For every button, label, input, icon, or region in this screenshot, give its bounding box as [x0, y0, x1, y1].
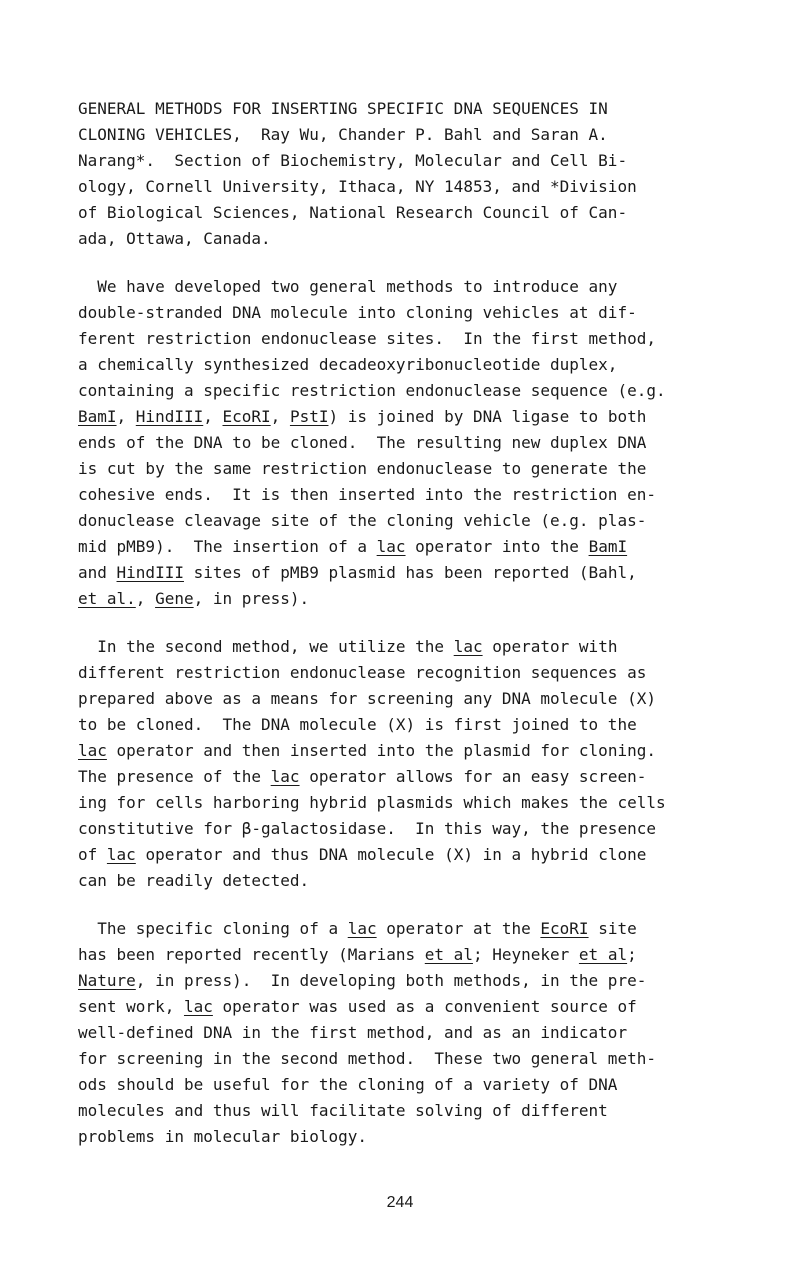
text-segment: ada, Ottawa, Canada.: [78, 229, 271, 248]
text-segment: ology, Cornell University, Ithaca, NY 14853, and *Division: [78, 177, 637, 196]
text-line: [78, 326, 778, 352]
text-segment: donuclease cleavage site of the cloning vehicle (e.g. plas-: [78, 511, 647, 530]
text-segment: operator and thus DNA molecule (X) in a hybrid clone: [135, 845, 647, 864]
paragraphs-container: [78, 96, 778, 1150]
text-line: [78, 1124, 778, 1150]
text-segment: has been reported recently (Marians: [78, 945, 425, 964]
text-line: [78, 660, 778, 686]
text-line: [78, 1098, 778, 1124]
underlined-term: BamI: [588, 537, 628, 556]
text-segment: cohesive ends. It is then inserted into the restriction en-: [78, 485, 656, 504]
text-segment: prepared above as a means for screening any DNA molecule (X): [78, 689, 656, 708]
text-segment: CLONING VEHICLES, Ray Wu, Chander P. Bahl and Saran A.: [78, 125, 608, 144]
text-line: [78, 1072, 778, 1098]
body-paragraph: [78, 274, 778, 612]
underlined-term: lac: [376, 537, 406, 556]
underlined-term: Nature: [78, 971, 136, 990]
text-segment: sites of pMB9 plasmid has been reported (Bahl,: [183, 563, 637, 582]
text-line: [78, 430, 778, 456]
text-segment: different restriction endonuclease recognition sequences as: [78, 663, 647, 682]
text-line: [78, 738, 778, 764]
body-paragraph: [78, 916, 778, 1150]
text-line: [78, 174, 778, 200]
abstract-title-block: [78, 96, 778, 252]
underlined-term: lac: [78, 741, 107, 760]
text-line: [78, 816, 778, 842]
text-segment: of: [78, 845, 107, 864]
text-line: [78, 148, 778, 174]
underlined-term: BamI: [78, 407, 117, 426]
text-line: [78, 560, 778, 586]
text-segment: problems in molecular biology.: [78, 1127, 367, 1146]
underlined-term: lac: [270, 767, 300, 786]
underlined-term: et al: [578, 945, 628, 964]
text-segment: operator with: [482, 637, 618, 656]
underlined-term: lac: [347, 919, 377, 938]
text-segment: ,: [116, 407, 136, 426]
underlined-term: et al.: [78, 589, 136, 608]
text-line: [78, 508, 778, 534]
text-line: [78, 274, 778, 300]
text-segment: is cut by the same restriction endonuclease to generate the: [78, 459, 647, 478]
text-line: [78, 378, 778, 404]
underlined-term: Gene: [155, 589, 194, 608]
text-segment: well-defined DNA in the first method, and as an indicator: [78, 1023, 628, 1042]
text-segment: ends of the DNA to be cloned. The resulting new duplex DNA: [78, 433, 647, 452]
text-line: [78, 300, 778, 326]
text-segment: ferent restriction endonuclease sites. In the first method,: [78, 329, 656, 348]
text-line: [78, 916, 778, 942]
page-number: 244: [386, 1194, 414, 1211]
text-line: [78, 1046, 778, 1072]
underlined-term: lac: [106, 845, 136, 864]
text-line: [78, 96, 778, 122]
text-segment: ,: [270, 407, 290, 426]
text-segment: mid pMB9). The insertion of a: [78, 537, 377, 556]
text-line: [78, 634, 778, 660]
text-segment: The presence of the: [78, 767, 271, 786]
text-segment: containing a specific restriction endonuclease sequence (e.g.: [78, 381, 666, 400]
underlined-term: HindIII: [135, 407, 204, 426]
text-segment: operator allows for an easy screen-: [299, 767, 647, 786]
text-line: [78, 456, 778, 482]
text-segment: double-stranded DNA molecule into cloning vehicles at dif-: [78, 303, 637, 322]
document-body: [78, 96, 778, 1172]
text-segment: ; Heyneker: [472, 945, 579, 964]
text-segment: site: [588, 919, 637, 938]
text-line: [78, 790, 778, 816]
text-segment: The specific cloning of a: [97, 919, 348, 938]
text-line: [78, 122, 778, 148]
text-line: [78, 712, 778, 738]
text-segment: molecules and thus will facilitate solving of different: [78, 1101, 608, 1120]
text-segment: and: [78, 563, 117, 582]
underlined-term: EcoRI: [540, 919, 589, 938]
text-segment: operator was used as a convenient source of: [212, 997, 637, 1016]
text-segment: GENERAL METHODS FOR INSERTING SPECIFIC DNA SEQUENCES IN: [78, 99, 608, 118]
text-segment: of Biological Sciences, National Research Council of Can-: [78, 203, 628, 222]
text-line: [78, 764, 778, 790]
underlined-term: lac: [453, 637, 483, 656]
text-segment: ing for cells harboring hybrid plasmids which makes the cells: [78, 793, 666, 812]
text-line: [78, 868, 778, 894]
text-line: [78, 994, 778, 1020]
body-paragraph: [78, 634, 778, 894]
text-line: [78, 200, 778, 226]
text-segment: operator at the: [376, 919, 541, 938]
text-segment: operator and then inserted into the plasmid for cloning.: [106, 741, 656, 760]
text-segment: for screening in the second method. These two general meth-: [78, 1049, 656, 1068]
underlined-term: EcoRI: [222, 407, 271, 426]
text-line: [78, 226, 778, 252]
text-segment: In the second method, we utilize the: [97, 637, 454, 656]
text-segment: ods should be useful for the cloning of a variety of DNA: [78, 1075, 618, 1094]
text-segment: ,: [135, 589, 156, 608]
text-segment: operator into the: [405, 537, 589, 556]
text-line: [78, 968, 778, 994]
text-segment: Narang*. Section of Biochemistry, Molecular and Cell Bi-: [78, 151, 628, 170]
text-line: [78, 534, 778, 560]
underlined-term: lac: [183, 997, 213, 1016]
text-segment: sent work,: [78, 997, 184, 1016]
text-segment: constitutive for β-galactosidase. In this way, the presence: [78, 819, 656, 838]
text-line: [78, 942, 778, 968]
text-line: [78, 482, 778, 508]
text-segment: ) is joined by DNA ligase to both: [328, 407, 647, 426]
underlined-term: PstI: [289, 407, 329, 426]
text-line: [78, 586, 778, 612]
text-line: [78, 404, 778, 430]
text-segment: ;: [627, 945, 637, 964]
text-line: [78, 842, 778, 868]
underlined-term: HindIII: [116, 563, 184, 582]
text-segment: We have developed two general methods to introduce any: [97, 277, 618, 296]
text-line: [78, 1020, 778, 1046]
text-segment: , in press).: [193, 589, 310, 608]
text-segment: can be readily detected.: [78, 871, 310, 890]
text-line: [78, 686, 778, 712]
underlined-term: et al: [424, 945, 473, 964]
text-line: [78, 352, 778, 378]
text-segment: a chemically synthesized decadeoxyribonucleotide duplex,: [78, 355, 618, 374]
text-segment: ,: [203, 407, 223, 426]
text-segment: to be cloned. The DNA molecule (X) is first joined to the: [78, 715, 637, 734]
text-segment: , in press). In developing both methods, in the pre-: [135, 971, 647, 990]
